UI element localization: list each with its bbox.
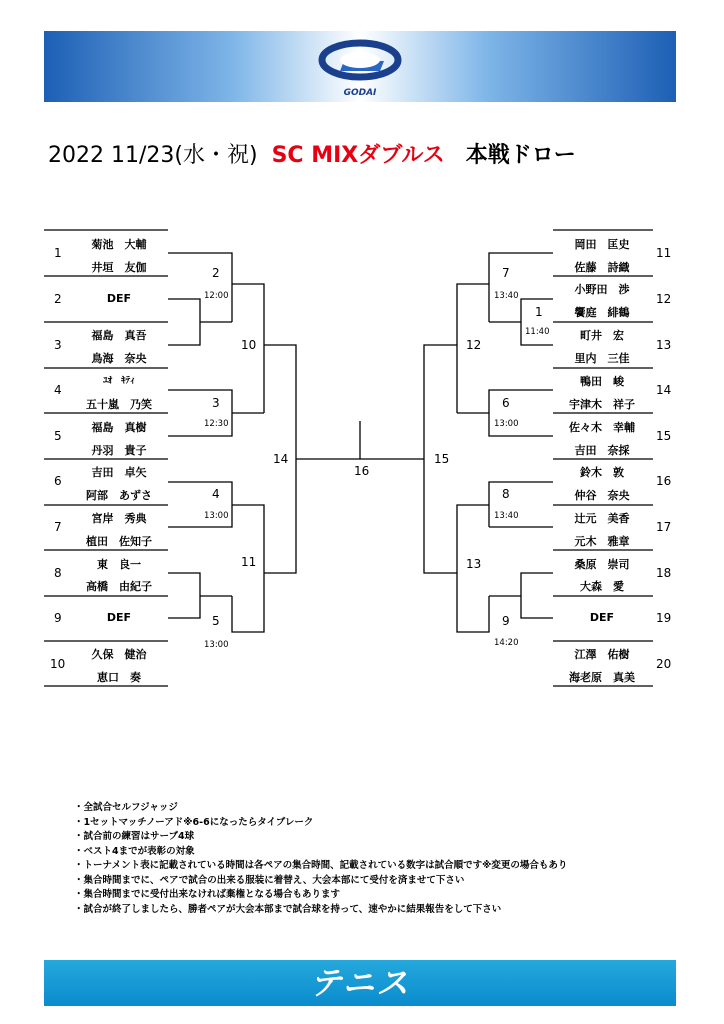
player-name: 東 良一 <box>97 558 141 571</box>
match-number: 15 <box>434 452 450 466</box>
match-number: 5 <box>212 614 220 628</box>
seed-number: 14 <box>656 383 672 397</box>
seed-number: 12 <box>656 292 672 306</box>
player-name: DEF <box>106 292 132 305</box>
seed-number: 6 <box>54 474 62 488</box>
championship-number: 16 <box>354 464 370 478</box>
match-time: 13:00 <box>494 419 519 429</box>
player-name: 大森 愛 <box>580 580 624 593</box>
note-item: ・集合時間までに、ペアで試合の出来る服装に着替え、大会本部にて受付を済ませて下さい <box>74 874 465 886</box>
player-name: 恵口 奏 <box>97 671 141 684</box>
player-name: 桑原 崇司 <box>574 558 630 571</box>
seed-number: 5 <box>54 429 62 443</box>
seed-number: 15 <box>656 429 672 443</box>
player-name: DEF <box>106 611 132 624</box>
match-number: 9 <box>502 614 510 628</box>
player-name: 井垣 友伽 <box>91 261 147 274</box>
player-name: 岡田 匡史 <box>574 238 630 251</box>
note-item: ・トーナメント表に記載されている時間は各ペアの集合時間、記載されている数字は試合順です※変更の場合もあり <box>74 860 568 871</box>
note-item: ・試合前の練習はサーブ4球 <box>74 831 195 842</box>
seed-number: 17 <box>656 520 672 534</box>
match-number: 1 <box>535 305 543 319</box>
player-name: 仲谷 奈央 <box>574 489 630 502</box>
match-number: 2 <box>212 266 220 280</box>
title-suffix: 本戦ドロー <box>465 143 576 168</box>
note-item: ・集合時間までに受付出来なければ棄権となる場合もあります <box>74 889 341 900</box>
match-time: 14:20 <box>494 638 519 648</box>
player-name: 佐藤 詩織 <box>574 261 630 274</box>
seed-number: 19 <box>656 611 672 625</box>
title-event: SC MIXダブルス <box>271 143 445 168</box>
title-date: 2022 11/23(水・祝) <box>48 143 258 168</box>
seed-number: 2 <box>54 292 62 306</box>
match-number: 12 <box>466 338 482 352</box>
player-name: 高橋 由紀子 <box>86 580 152 593</box>
footer-banner <box>44 960 676 1006</box>
player-name: 海老原 真美 <box>569 671 635 684</box>
footer-label: テニス <box>309 964 411 1002</box>
seed-number: 7 <box>54 520 62 534</box>
player-name: 鳥海 奈央 <box>91 352 147 365</box>
match-number: 3 <box>212 396 220 410</box>
seed-number: 1 <box>54 246 62 260</box>
match-time: 11:40 <box>525 327 550 337</box>
player-name: 阿部 あずさ <box>86 489 152 502</box>
logo-text: GODAI <box>343 88 377 98</box>
player-name: 久保 健治 <box>91 648 147 661</box>
match-time: 13:40 <box>494 291 519 301</box>
player-name: 辻元 美香 <box>574 512 630 525</box>
seed-number: 20 <box>656 657 672 671</box>
match-time: 13:00 <box>204 511 229 521</box>
player-name: 里内 三佳 <box>574 352 630 365</box>
match-number: 6 <box>502 396 510 410</box>
match-time: 12:30 <box>204 419 229 429</box>
match-time: 13:40 <box>494 511 519 521</box>
match-number: 4 <box>212 487 220 501</box>
player-name: 佐々木 幸輔 <box>569 421 635 434</box>
note-item: ・試合が終了しましたら、勝者ペアが大会本部まで試合球を持って、速やかに結果報告をして下さい <box>74 903 502 915</box>
player-name: 宮岸 秀典 <box>91 512 147 525</box>
seed-number: 8 <box>54 566 62 580</box>
player-name: ﾕｵ ｷﾃｨ <box>103 376 135 386</box>
match-number: 10 <box>241 338 257 352</box>
player-name: 吉田 奈採 <box>574 444 630 457</box>
seed-number: 16 <box>656 474 672 488</box>
match-time: 12:00 <box>204 291 229 301</box>
notes-list <box>74 801 567 917</box>
note-item: ・ベスト4までが表彰の対象 <box>74 845 195 857</box>
seed-number: 13 <box>656 338 672 352</box>
player-name: 宇津木 祥子 <box>569 398 635 411</box>
note-item: ・1セットマッチノーアド※6-6になったらタイブレーク <box>74 816 314 828</box>
player-name: 植田 佐知子 <box>86 535 152 548</box>
match-time: 13:00 <box>204 640 229 650</box>
player-name: DEF <box>589 611 615 624</box>
player-name: 元木 雅章 <box>574 535 630 548</box>
player-name: 菊池 大輔 <box>91 238 147 251</box>
seed-number: 18 <box>656 566 672 580</box>
seed-number: 3 <box>54 338 62 352</box>
player-name: 江澤 佑樹 <box>574 648 630 661</box>
seed-number: 4 <box>54 383 62 397</box>
player-name: 福島 真樹 <box>91 421 147 434</box>
match-number: 8 <box>502 487 510 501</box>
player-name: 丹羽 貴子 <box>91 444 147 457</box>
match-number: 13 <box>466 557 482 571</box>
match-number: 14 <box>273 452 289 466</box>
player-name: 饗庭 緋鶴 <box>574 306 630 319</box>
match-number: 7 <box>502 266 510 280</box>
player-name: 小野田 渉 <box>574 283 630 296</box>
player-name: 町井 宏 <box>580 329 624 342</box>
player-name: 吉田 卓矢 <box>91 466 147 479</box>
player-name: 鴨田 峻 <box>580 375 624 388</box>
player-name: 福島 真吾 <box>91 329 147 342</box>
match-number: 11 <box>241 555 257 569</box>
seed-number: 11 <box>656 246 672 260</box>
player-name: 鈴木 敦 <box>580 466 624 479</box>
seed-number: 10 <box>50 657 66 671</box>
note-item: ・全試合セルフジャッジ <box>74 802 178 813</box>
seed-number: 9 <box>54 611 62 625</box>
player-name: 五十嵐 乃笑 <box>86 398 152 411</box>
